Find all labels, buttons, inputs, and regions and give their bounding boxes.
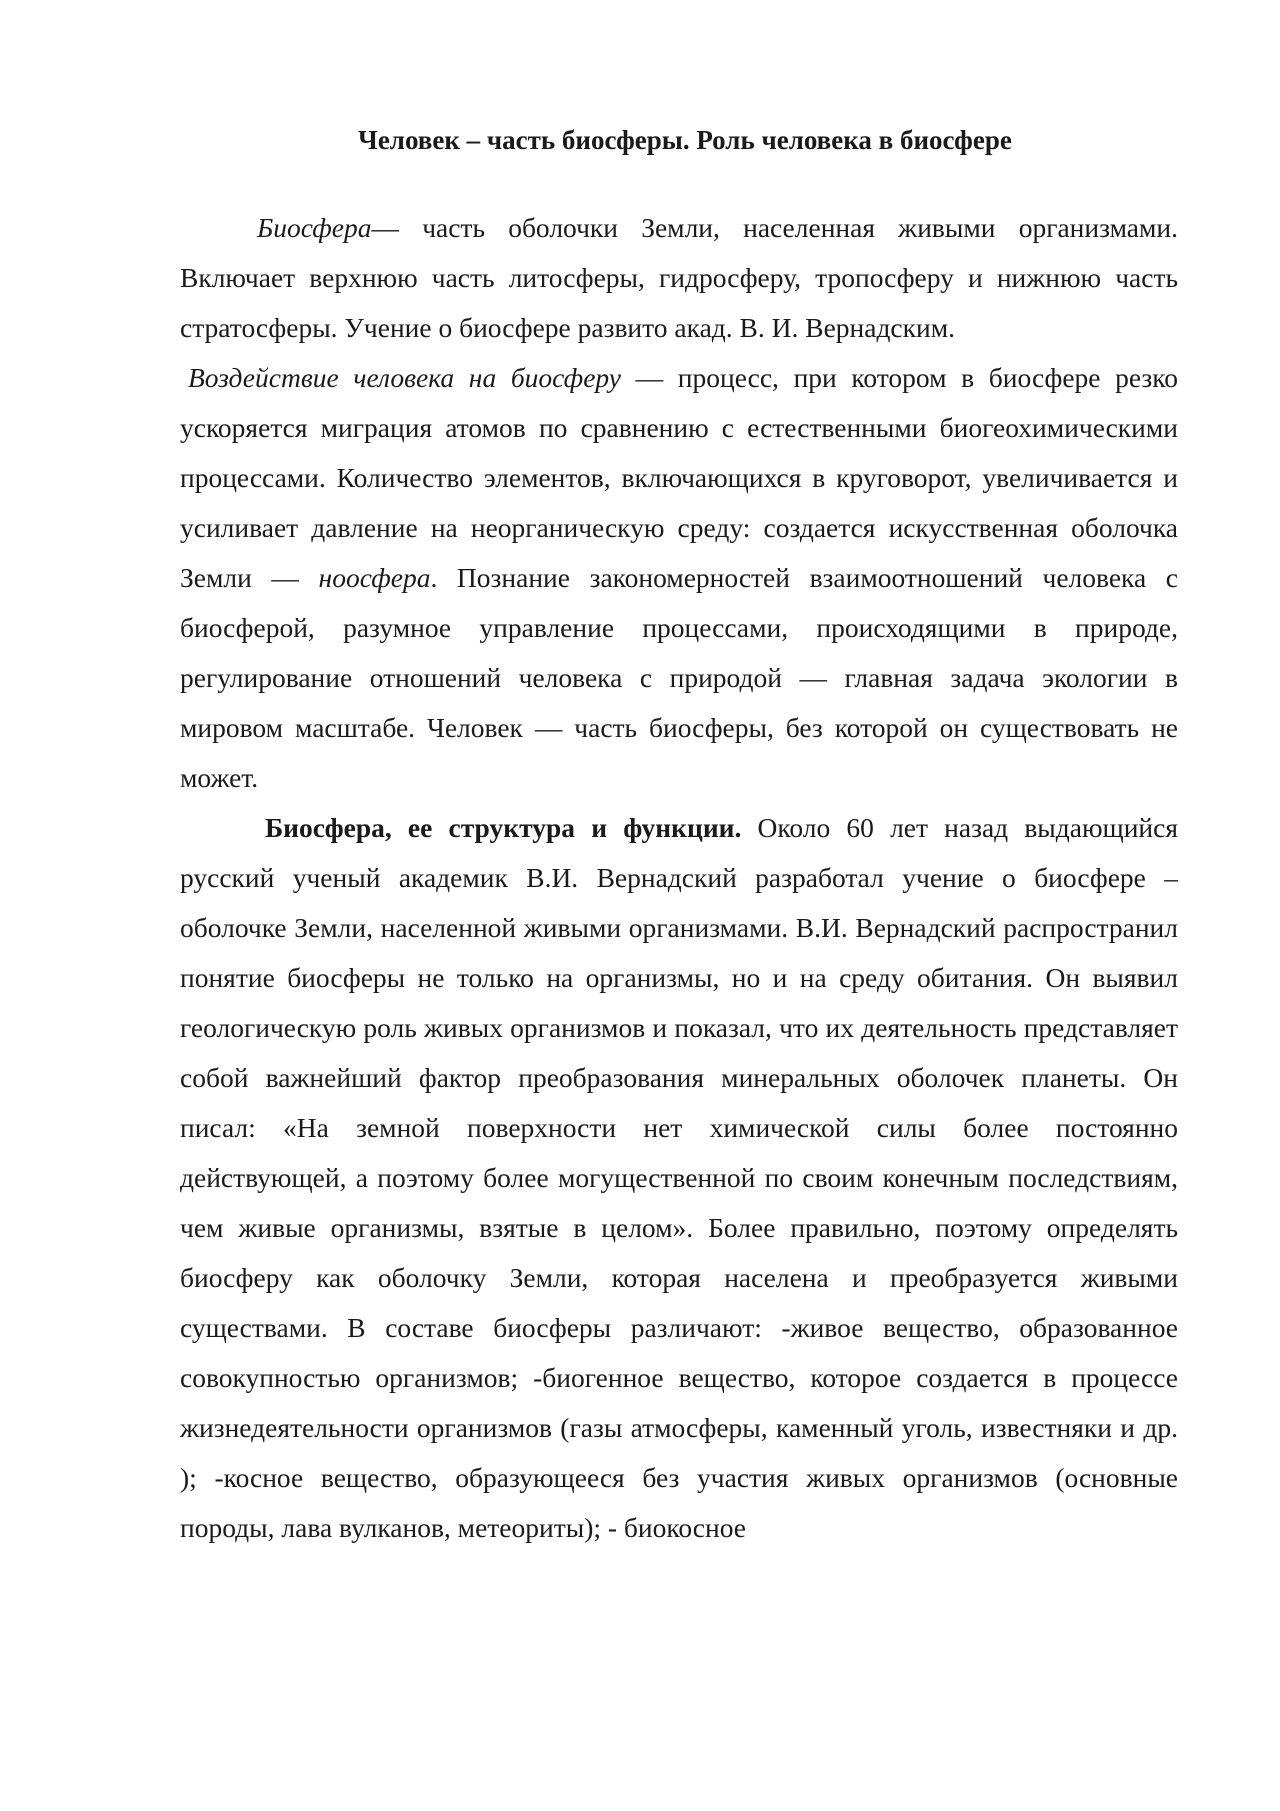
term-human-impact: Воздействие человека на биосферу bbox=[188, 362, 622, 393]
paragraph-text: — часть оболочки Земли, населенная живыми организмами. Включает верхнюю часть литосферы, гидросферу, тропосферу и нижнюю часть стратосферы. Учение о биосфере развито акад. В. И. Вернадским. bbox=[180, 212, 1178, 343]
paragraph-text: . Познание закономерностей взаимоотношений человека с биосферой, разумное управление процессами, происходящими в природе, регулирование отношений человека с природой — главная задача экологии в мировом масштабе. Человек — часть биосферы, без которой он существовать не может. bbox=[180, 562, 1179, 793]
term-biosphere: Биосфера bbox=[257, 212, 372, 243]
paragraph-biosphere-definition bbox=[180, 203, 1178, 353]
term-noosphere: ноосфера bbox=[318, 562, 431, 593]
document-page bbox=[180, 120, 1178, 1553]
paragraph-text: Около 60 лет назад выдающийся русский ученый академик В.И. Вернадский разработал учение о биосфере – оболочке Земли, населенной живыми организмами. В.И. Вернадский распространил понятие биосферы не только на организмы, но и на среду обитания. Он выявил геологическую роль живых организмов и показал, что их деятельность представляет собой важнейший фактор преобразования минеральных оболочек планеты. Он писал: «На земной поверхности нет химической силы более постоянно действующей, а поэтому более могущественной по своим конечным последствиям, чем живые организмы, взятые в целом». Более правильно, поэтому определять биосферу как оболочку Земли, которая населена и преобразуется живыми существами. В составе биосферы различают: -живое вещество, образованное совокупностью организмов; -биогенное вещество, которое создается в процессе жизнедеятельности организмов (газы атмосферы, каменный уголь, известняки и др. ); -косное вещество, образующееся без участия живых организмов (основные породы, лава вулканов, метеориты); - биокосное bbox=[180, 812, 1178, 1543]
section-heading: Биосфера, ее структура и функции. bbox=[265, 812, 742, 843]
paragraph-text: — процесс, при котором в биосфере резко ускоряется миграция атомов по сравнению с естественными биогеохимическими процессами. Количество элементов, включающихся в круговорот, увеличивается и усиливает давление на неорганическую среду: создается искусственная оболочка Земли — bbox=[180, 362, 1178, 593]
document-title: Человек – часть биосферы. Роль человека в биосфере bbox=[358, 125, 1012, 155]
paragraph-biosphere-structure bbox=[180, 803, 1178, 1553]
paragraph-human-impact bbox=[180, 353, 1178, 803]
